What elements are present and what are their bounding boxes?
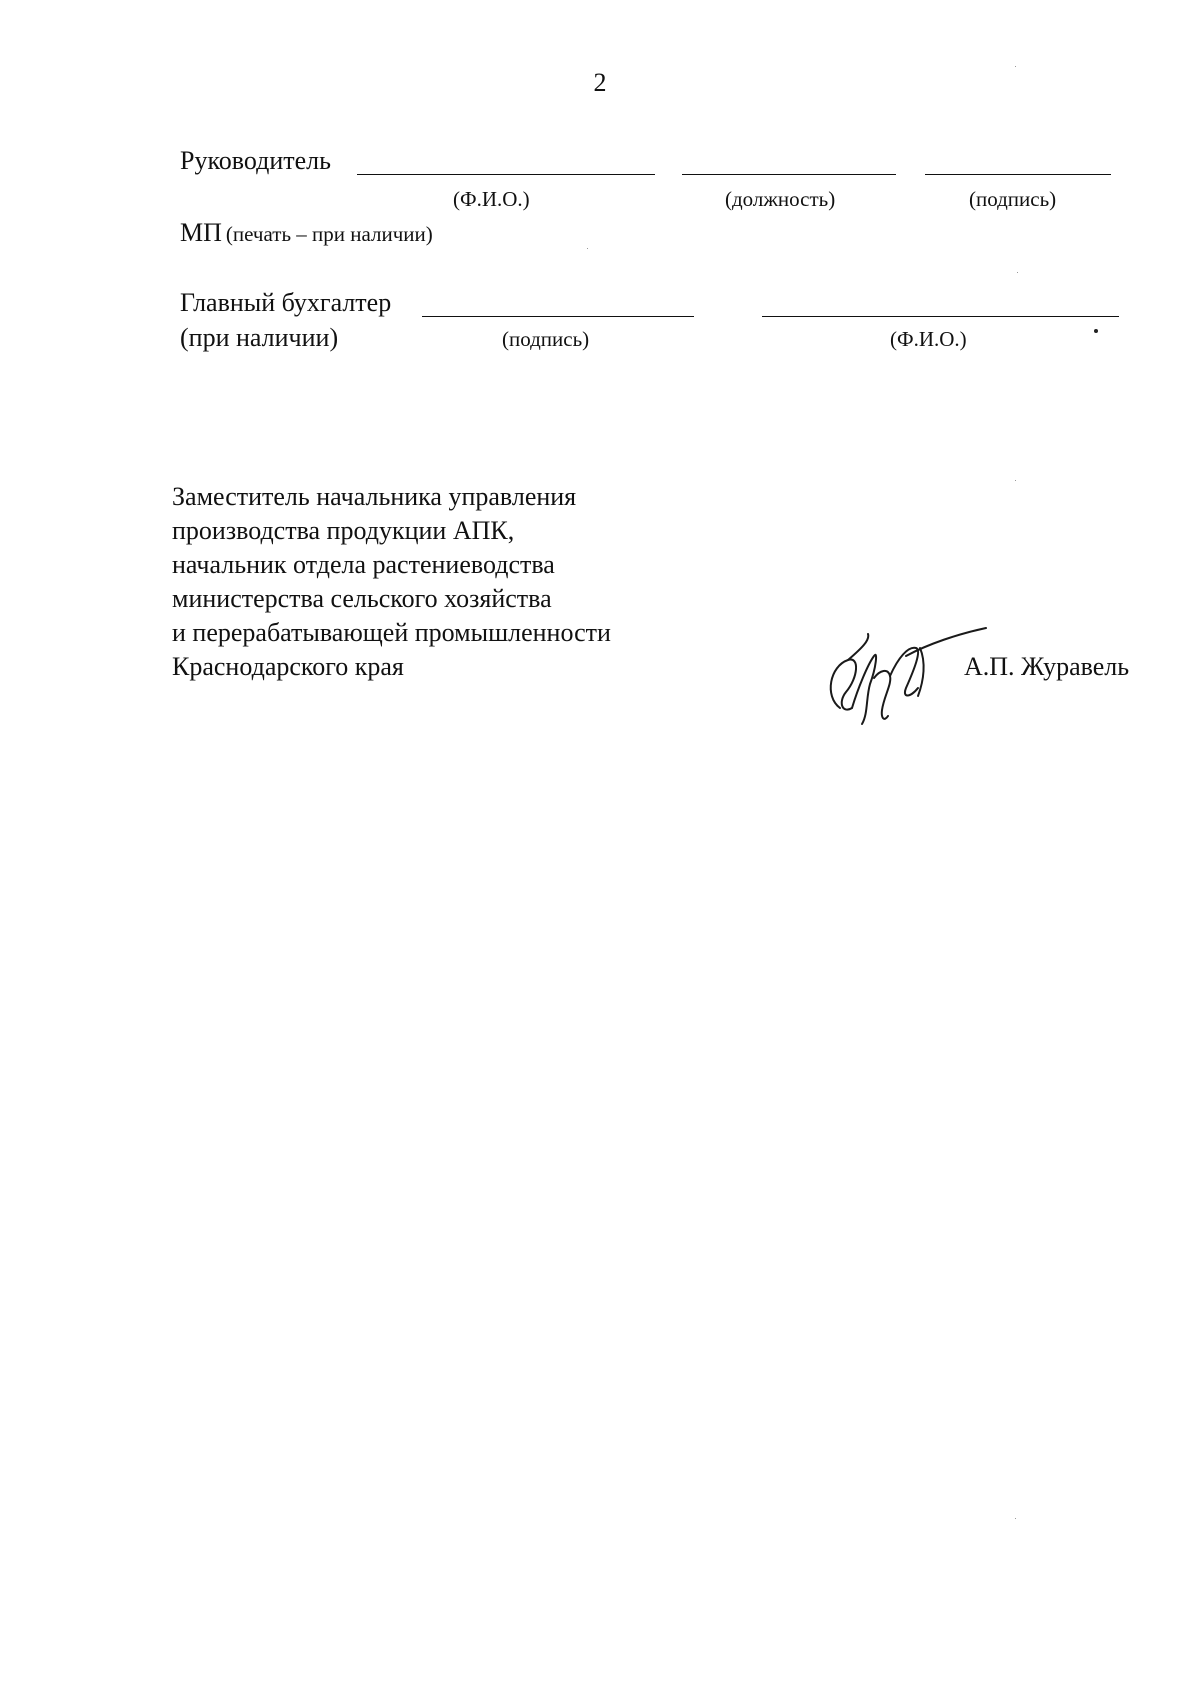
director-position-caption: (должность) [725, 187, 836, 211]
signatory-line: Краснодарского края [172, 652, 404, 681]
stamp-note: (печать – при наличии) [225, 222, 433, 246]
scan-speck [587, 248, 588, 249]
scan-dot [1094, 329, 1098, 333]
scan-speck [1017, 272, 1018, 273]
stamp-label: МП [180, 218, 222, 247]
director-position-line [682, 174, 896, 175]
director-fio-line [357, 174, 655, 175]
signatory-line: министерства сельского хозяйства [172, 584, 552, 613]
scan-speck [1015, 480, 1016, 481]
signatory-name: А.П. Журавель [964, 652, 1130, 681]
director-fio-caption: (Ф.И.О.) [453, 187, 530, 211]
director-signature-line [925, 174, 1111, 175]
signatory-line: производства продукции АПК, [172, 516, 515, 545]
accountant-sublabel: (при наличии) [180, 323, 339, 352]
accountant-label: Главный бухгалтер [180, 288, 392, 317]
stamp-row [180, 218, 433, 248]
accountant-signature-caption: (подпись) [502, 327, 590, 351]
director-label: Руководитель [180, 146, 331, 175]
signatory-line: начальник отдела растениеводства [172, 550, 555, 579]
accountant-signature-line [422, 316, 694, 317]
scan-speck [1015, 66, 1016, 67]
accountant-fio-caption: (Ф.И.О.) [890, 327, 967, 351]
director-signature-caption: (подпись) [969, 187, 1057, 211]
signatory-title [172, 480, 611, 684]
signatory-line: Заместитель начальника управления [172, 482, 577, 511]
scan-speck [1015, 1518, 1016, 1519]
handwritten-signature [818, 618, 988, 733]
accountant-fio-line [762, 316, 1119, 317]
page-number: 2 [593, 68, 607, 97]
signatory-line: и перерабатывающей промышленности [172, 618, 611, 647]
